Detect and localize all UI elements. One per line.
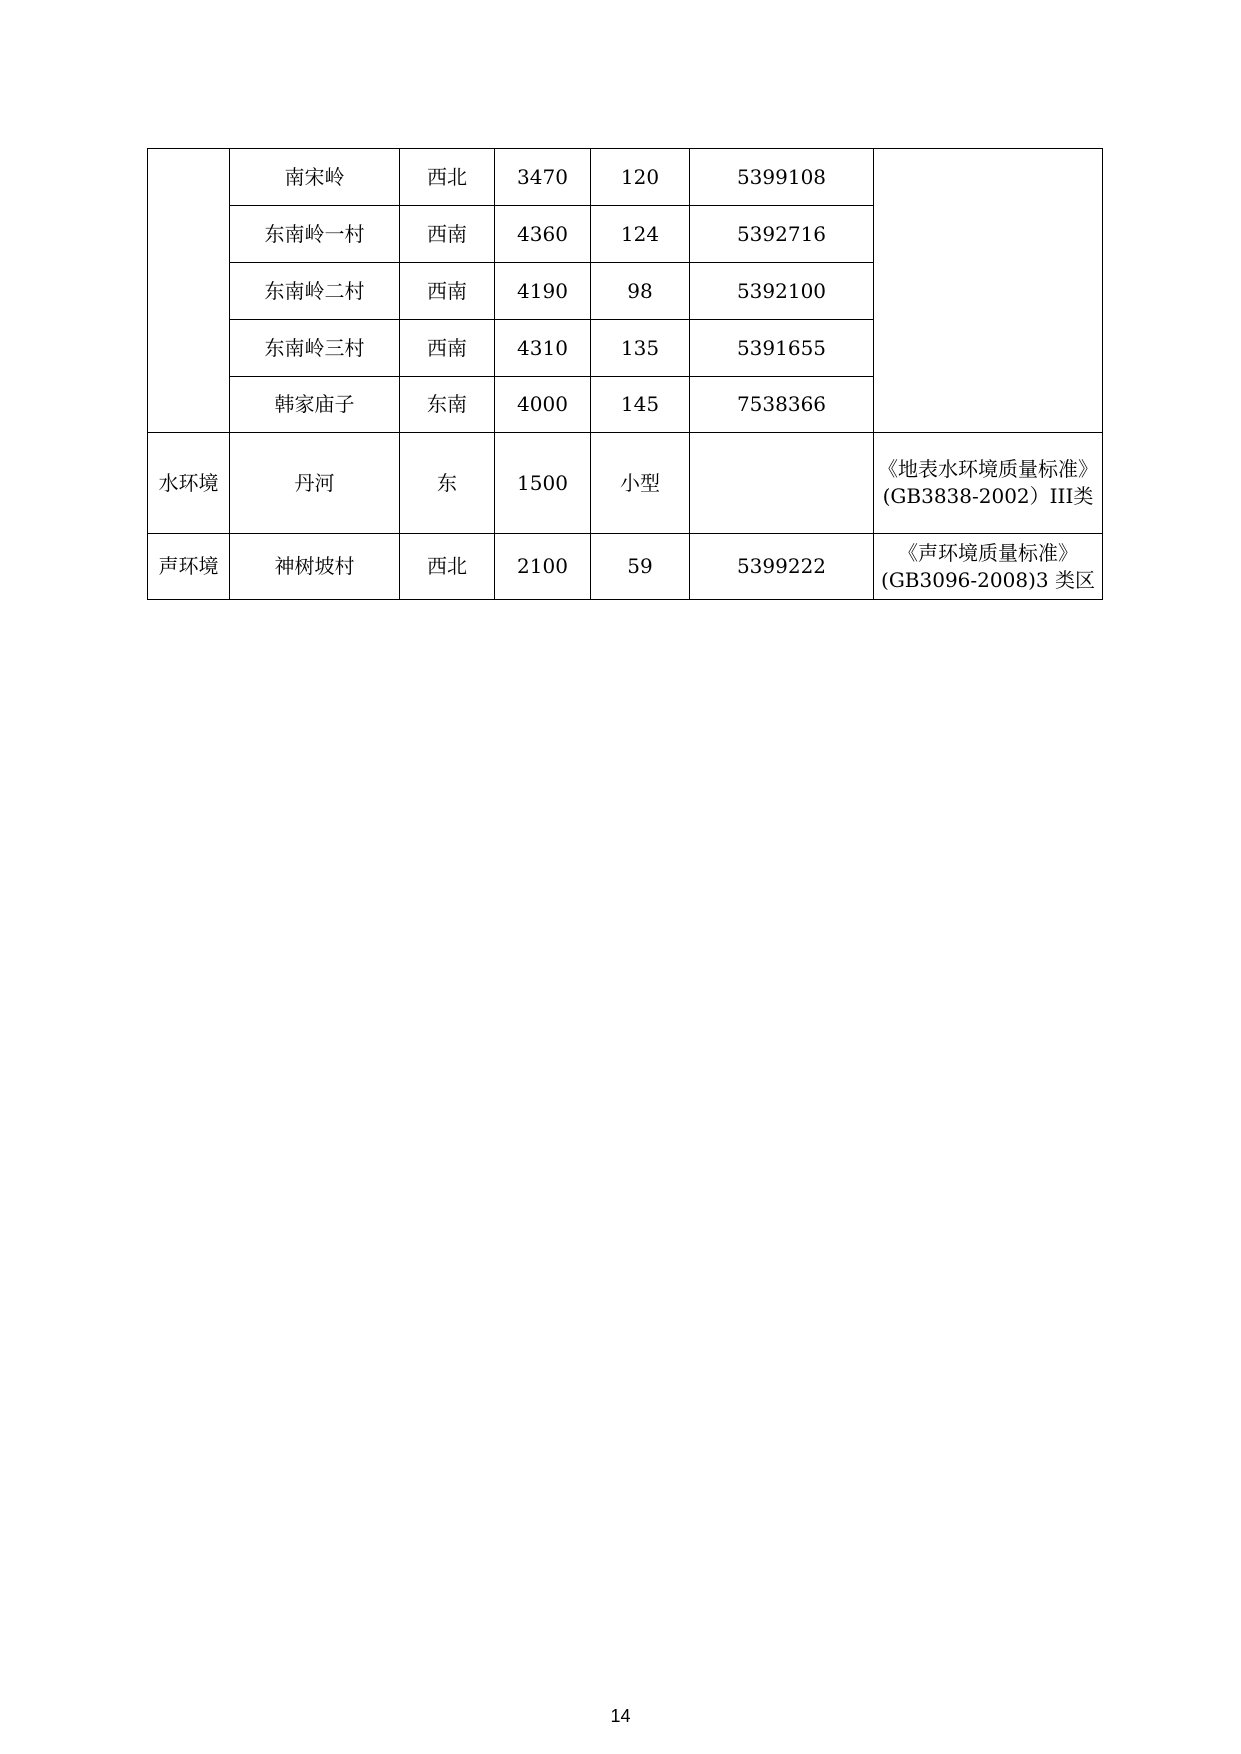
category-cell: 声环境: [148, 534, 230, 600]
target-name-cell: 神树坡村: [230, 534, 400, 600]
table-row-water: [148, 433, 1103, 534]
target-name-cell: 东南岭三村: [230, 320, 400, 377]
scale-cell: 小型: [591, 433, 690, 534]
standard-cell-empty: [874, 149, 1103, 433]
direction-cell: 西南: [400, 320, 495, 377]
count-cell: 59: [591, 534, 690, 600]
distance-cell: 4310: [495, 320, 591, 377]
standard-cell: 《声环境质量标准》(GB3096-2008)3 类区: [874, 534, 1103, 600]
direction-cell: 西南: [400, 263, 495, 320]
distance-cell: 1500: [495, 433, 591, 534]
count-cell: 124: [591, 206, 690, 263]
count-cell: 98: [591, 263, 690, 320]
count-cell: 145: [591, 377, 690, 433]
direction-cell: 西南: [400, 206, 495, 263]
direction-cell: 东南: [400, 377, 495, 433]
standard-cell: 《地表水环境质量标准》(GB3838-2002）III类: [874, 433, 1103, 534]
count-cell: 135: [591, 320, 690, 377]
target-name-cell: 东南岭二村: [230, 263, 400, 320]
phone-cell: 5399222: [690, 534, 874, 600]
phone-cell: [690, 433, 874, 534]
phone-cell: 5399108: [690, 149, 874, 206]
distance-cell: 4190: [495, 263, 591, 320]
environment-protection-table: [147, 148, 1103, 600]
target-name-cell: 南宋岭: [230, 149, 400, 206]
category-cell-empty: [148, 149, 230, 433]
direction-cell: 东: [400, 433, 495, 534]
phone-cell: 5392100: [690, 263, 874, 320]
distance-cell: 3470: [495, 149, 591, 206]
phone-cell: 7538366: [690, 377, 874, 433]
direction-cell: 西北: [400, 534, 495, 600]
target-name-cell: 东南岭一村: [230, 206, 400, 263]
table-row-noise: [148, 534, 1103, 600]
distance-cell: 2100: [495, 534, 591, 600]
phone-cell: 5392716: [690, 206, 874, 263]
distance-cell: 4000: [495, 377, 591, 433]
distance-cell: 4360: [495, 206, 591, 263]
phone-cell: 5391655: [690, 320, 874, 377]
direction-cell: 西北: [400, 149, 495, 206]
page-number: 14: [610, 1706, 631, 1726]
table-row: [148, 149, 1103, 206]
count-cell: 120: [591, 149, 690, 206]
target-name-cell: 韩家庙子: [230, 377, 400, 433]
target-name-cell: 丹河: [230, 433, 400, 534]
category-cell: 水环境: [148, 433, 230, 534]
